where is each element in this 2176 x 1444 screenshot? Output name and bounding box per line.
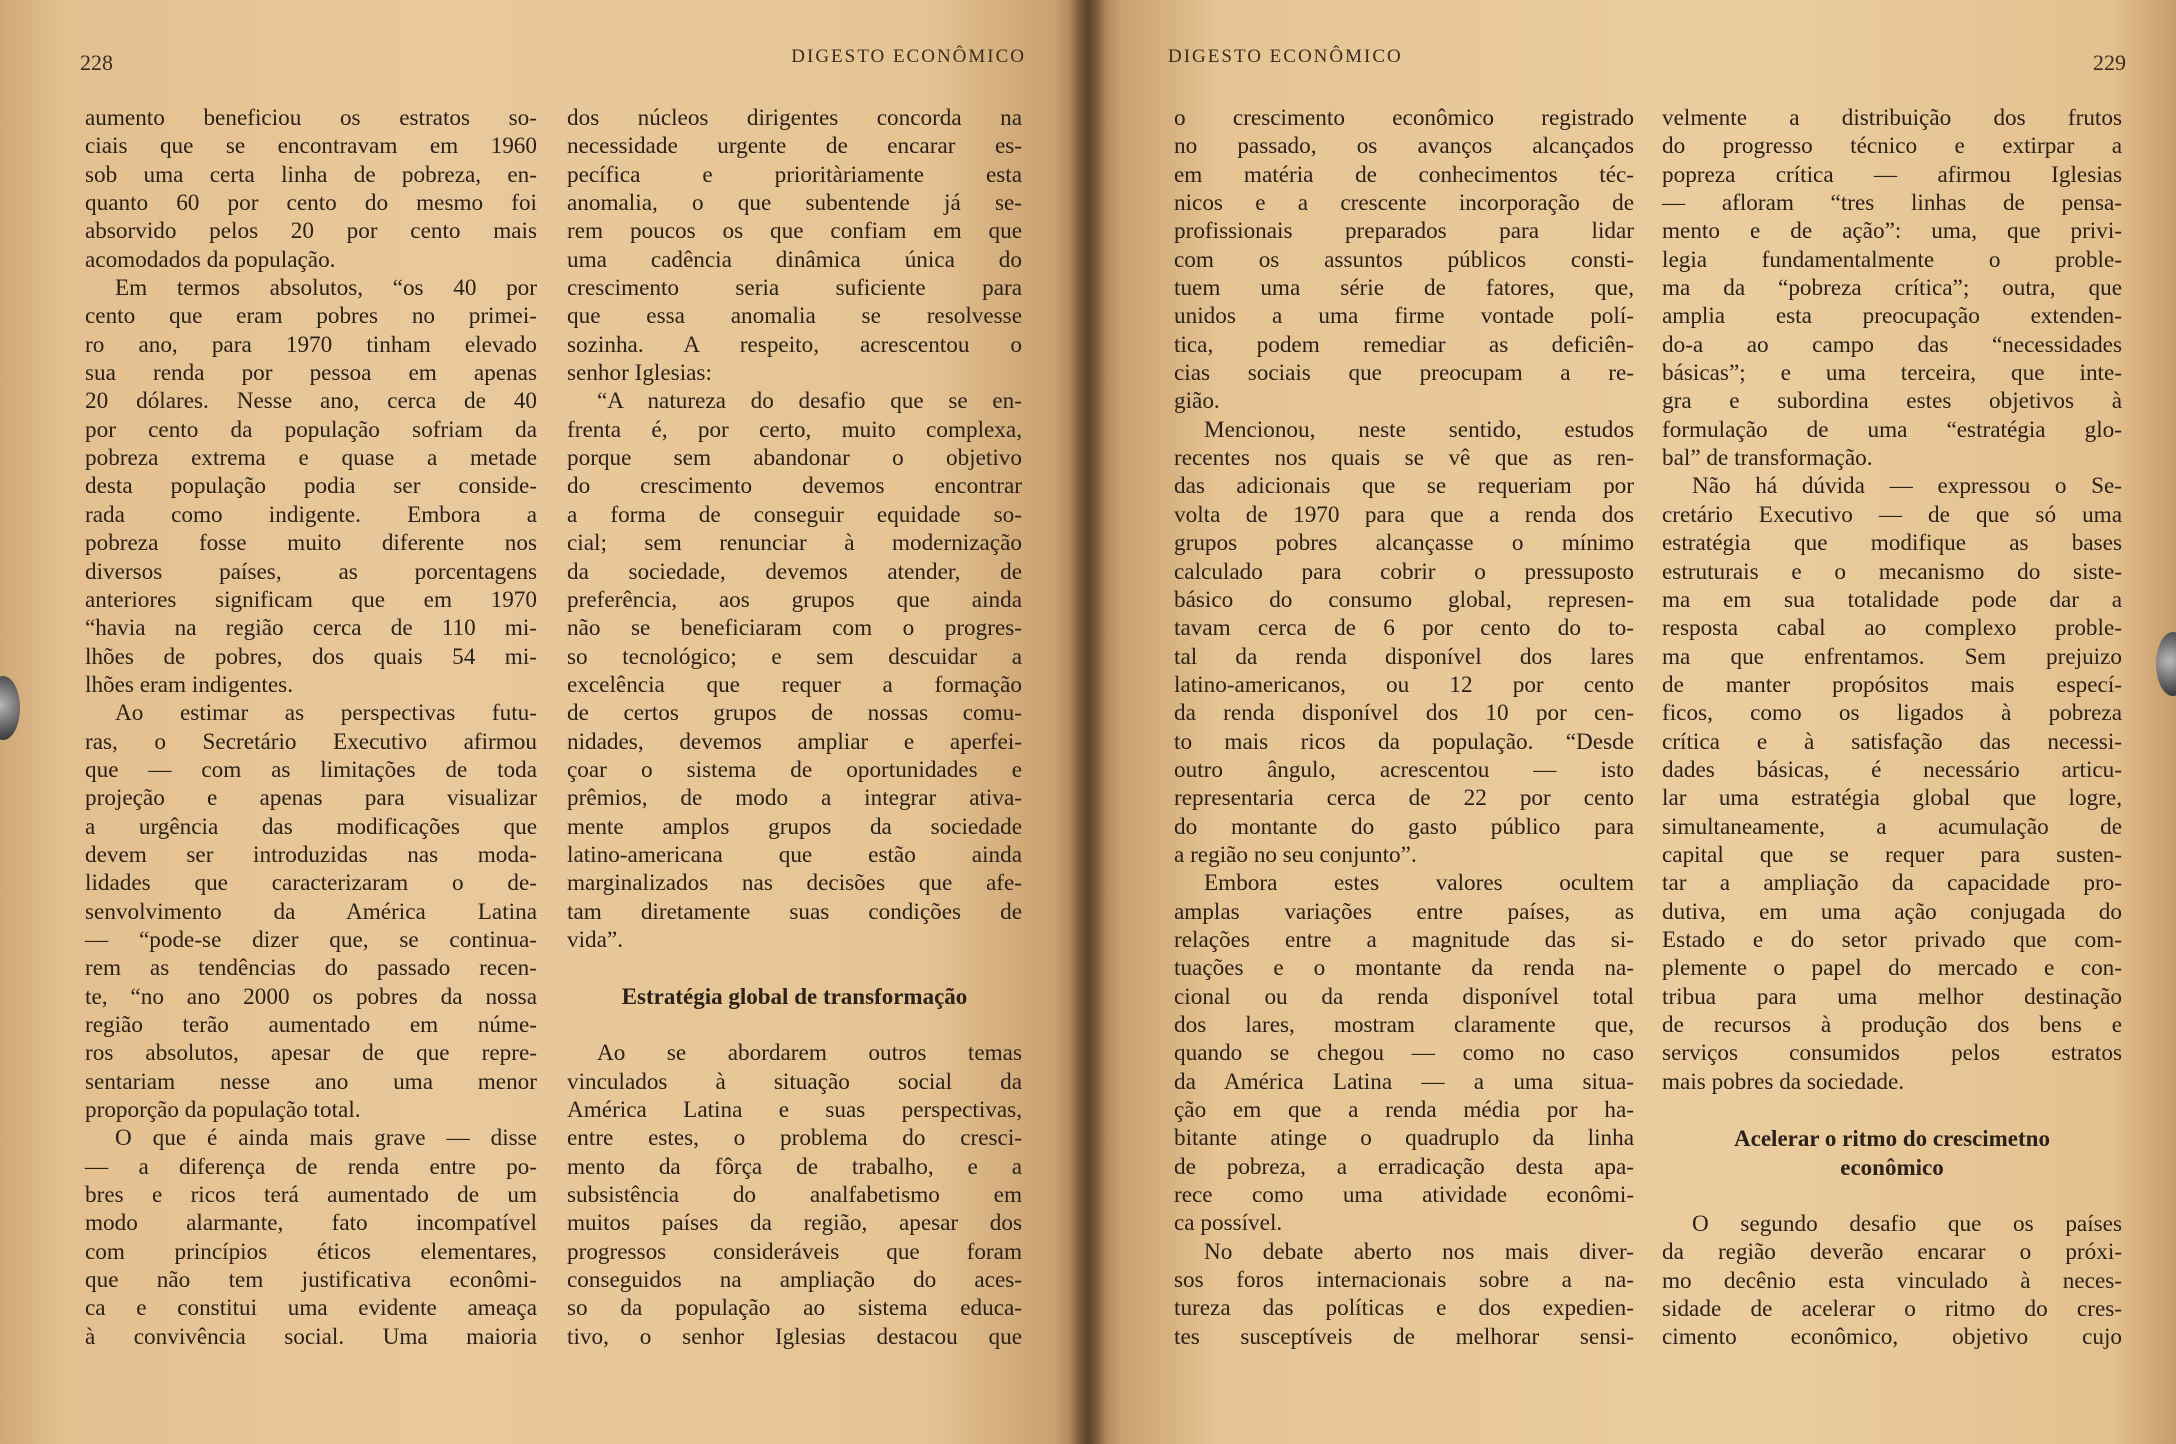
text-line: do montante do gasto público para [1174, 813, 1634, 840]
text-line: crescimento seria suficiente para [567, 275, 1022, 302]
text-line: conseguidos na ampliação do aces- [567, 1267, 1022, 1294]
text-line: prêmios, de modo a integrar ativa- [567, 785, 1022, 812]
text-line: rem poucos os que confiam em que [567, 218, 1022, 245]
text-line: legia fundamentalmente o proble- [1662, 246, 2122, 273]
text-line: mente amplos grupos da sociedade [567, 813, 1022, 840]
text-line: ca possível. [1174, 1210, 1283, 1237]
text-line: projeção e apenas para visualizar [85, 785, 537, 812]
text-line: resposta cabal ao complexo proble- [1662, 615, 2122, 642]
text-line: cretário Executivo — de que só uma [1662, 501, 2122, 528]
text-line: tica, podem remediar as deficiên- [1174, 331, 1634, 358]
text-line: cial; sem renunciar à modernização [567, 530, 1022, 557]
text-line: sentariam nesse ano uma menor [85, 1068, 537, 1095]
text-line: o crescimento econômico registrado [1174, 105, 1634, 131]
text-line: ciais que se encontravam em 1960 [85, 133, 537, 160]
text-line: — a diferença de renda entre po- [85, 1153, 537, 1180]
spacer [1662, 1096, 2122, 1124]
text-line: proporção da população total. [85, 1097, 361, 1124]
text-line: à convivência social. Uma maioria [85, 1323, 537, 1350]
section-heading: econômico [1840, 1155, 1944, 1181]
text-line: tes susceptíveis de melhorar sensi- [1174, 1323, 1634, 1350]
text-column [85, 104, 537, 1351]
text-line: formulação de uma “estratégia glo- [1662, 416, 2122, 443]
text-line: “A natureza do desafio que se en- [597, 388, 1022, 415]
text-line: tureza das políticas e dos expedien- [1174, 1295, 1634, 1322]
text-line: muitos países da região, apesar dos [567, 1210, 1022, 1237]
text-line: O que é ainda mais grave — disse [115, 1125, 537, 1152]
text-line: da renda disponível dos 10 por cen- [1174, 700, 1634, 727]
text-line: entre estes, o problema do cresci- [567, 1125, 1022, 1152]
text-line: cias sociais que preocupam a re- [1174, 360, 1634, 387]
text-line: gra e subordina estes objetivos à [1662, 388, 2122, 415]
text-line: estruturais e o mecanismo do siste- [1662, 558, 2122, 585]
text-line: mo decênio esta vinculado à neces- [1662, 1267, 2122, 1294]
text-line: absorvido pelos 20 por cento mais [85, 218, 537, 245]
text-line: “havia na região cerca de 110 mi- [85, 615, 537, 642]
text-column [1662, 104, 2122, 1352]
text-line: çoar o sistema de oportunidades e [567, 756, 1022, 783]
binding-hole [2156, 632, 2176, 696]
text-line: — “pode-se dizer que, se continua- [85, 926, 537, 953]
text-line: do progresso técnico e extirpar a [1662, 133, 2122, 160]
text-line: ca e constitui uma evidente ameaça [85, 1295, 537, 1322]
text-line: bitante atinge o quadruplo da linha [1174, 1125, 1634, 1152]
text-line: volta de 1970 para que a renda dos [1174, 501, 1634, 528]
text-line: com os assuntos públicos consti- [1174, 246, 1634, 273]
spacer [567, 1011, 1022, 1039]
text-line: to mais ricos da população. “Desde [1174, 728, 1634, 755]
right-page [1088, 0, 2176, 1444]
paragraph-block [1662, 1210, 2122, 1352]
text-line: subsistência do analfabetismo em [567, 1182, 1022, 1209]
text-line: ficos, como os ligados à pobreza [1662, 700, 2122, 727]
text-line: com princípios éticos elementares, [85, 1238, 537, 1265]
text-line: so tecnológico; e sem descuidar a [567, 643, 1022, 670]
text-line: sos foros internacionais sobre a na- [1174, 1267, 1634, 1294]
text-line: cento que eram pobres no primei- [85, 303, 537, 330]
text-line: desta população podia ser conside- [85, 473, 537, 500]
text-line: latino-americana que estão ainda [567, 841, 1022, 868]
text-line: rem as tendências do passado recen- [85, 955, 537, 982]
text-line: básico do consumo global, represen- [1174, 586, 1634, 613]
text-line: ma em sua totalidade pode dar a [1662, 586, 2122, 613]
text-line: sua renda por pessoa em apenas [85, 360, 537, 387]
page-number: 228 [80, 50, 113, 75]
text-line: simultaneamente, a acumulação de [1662, 813, 2122, 840]
text-line: nidades, devemos ampliar e aperfei- [567, 728, 1022, 755]
text-line: pobreza extrema e quase a metade [85, 445, 537, 472]
text-line: excelência que requer a formação [567, 671, 1022, 698]
text-line: te, “no ano 2000 os pobres da nossa [85, 983, 537, 1010]
text-line: vinculados à situação social da [567, 1068, 1022, 1095]
text-line: tal da renda disponível dos lares [1174, 643, 1634, 670]
text-line: sidade de acelerar o ritmo do cres- [1662, 1296, 2122, 1323]
text-line: pobreza fosse muito diferente nos [85, 530, 537, 557]
running-head: DIGESTO ECONÔMICO [791, 46, 1026, 67]
text-line: amplas variações entre países, as [1174, 898, 1634, 925]
text-line: O segundo desafio que os países [1692, 1211, 2122, 1238]
text-line: modo alarmante, fato incompatível [85, 1210, 537, 1237]
spacer [567, 954, 1022, 982]
text-line: da América Latina — a uma situa- [1174, 1068, 1634, 1095]
text-line: anomalia, o que subentende já se- [567, 190, 1022, 217]
text-line: outro ângulo, acrescentou — isto [1174, 756, 1634, 783]
text-line: popreza crítica — afirmou Iglesias [1662, 161, 2122, 188]
text-line: lhões de pobres, dos quais 54 mi- [85, 643, 537, 670]
text-line: ma da “pobreza crítica”; outra, que [1662, 275, 2122, 302]
text-line: dos lares, mostram claramente que, [1174, 1012, 1634, 1038]
text-line: tribua para uma melhor destinação [1662, 983, 2122, 1010]
text-line: do crescimento devemos encontrar [567, 473, 1022, 500]
text-line: do-a ao campo das “necessidades [1662, 331, 2122, 358]
text-line: senvolvimento da América Latina [85, 898, 537, 925]
text-line: sob uma certa linha de pobreza, en- [85, 161, 537, 188]
text-line: Mencionou, neste sentido, estudos [1204, 416, 1634, 443]
text-line: que — com as limitações de toda [85, 756, 537, 783]
text-line: necessidade urgente de encarar es- [567, 133, 1022, 160]
text-line: por cento da população sofriam da [85, 416, 537, 443]
text-line: mais pobres da sociedade. [1662, 1068, 1905, 1095]
text-line: de certos grupos de nossas comu- [567, 700, 1022, 727]
paragraph-block [567, 104, 1022, 954]
text-line: Ao se abordarem outros temas [597, 1040, 1022, 1067]
text-line: que não tem justificativa econômi- [85, 1267, 537, 1294]
spacer [1662, 1182, 2122, 1210]
text-line: de manter propósitos mais especí- [1662, 671, 2122, 698]
text-line: Ao estimar as perspectivas futu- [115, 700, 537, 727]
text-column [1174, 104, 1634, 1351]
text-line: de recursos à produção dos bens e [1662, 1012, 2122, 1038]
text-line: latino-americanos, ou 12 por cento [1174, 671, 1634, 698]
text-line: acomodados da população. [85, 246, 336, 273]
text-line: recentes nos quais se vê que as ren- [1174, 445, 1634, 472]
text-line: lhões eram indigentes. [85, 671, 293, 698]
text-line: básicas”; e uma terceira, que inte- [1662, 360, 2122, 387]
binding-hole [0, 676, 20, 740]
running-head: DIGESTO ECONÔMICO [1168, 46, 1403, 67]
text-line: cional ou da renda disponível total [1174, 983, 1634, 1010]
text-line: aumento beneficiou os estratos so- [85, 105, 537, 131]
text-line: mento da fôrça de trabalho, e a [567, 1153, 1022, 1180]
text-line: progressos consideráveis que foram [567, 1238, 1022, 1265]
text-line: grupos pobres alcançasse o mínimo [1174, 530, 1634, 557]
text-line: serviços consumidos pelos estratos [1662, 1040, 2122, 1067]
text-line: quando se chegou — como no caso [1174, 1040, 1634, 1067]
text-line: ção em que a renda média por ha- [1174, 1097, 1634, 1124]
text-line: unidos a uma firme vontade polí- [1174, 303, 1634, 330]
text-line: que essa anomalia se resolvesse [567, 303, 1022, 330]
text-line: ma que enfrentamos. Sem prejuizo [1662, 643, 2122, 670]
paragraph-block [1662, 104, 2122, 1096]
text-line: dos núcleos dirigentes concorda na [567, 105, 1022, 131]
text-line: relações entre a magnitude das si- [1174, 926, 1634, 953]
text-line: Em termos absolutos, “os 40 por [115, 275, 537, 302]
text-line: uma cadência dinâmica única do [567, 246, 1022, 273]
text-line: ras, o Secretário Executivo afirmou [85, 728, 537, 755]
text-line: devem ser introduzidas nas moda- [85, 841, 537, 868]
text-line: velmente a distribuição dos frutos [1662, 105, 2122, 131]
text-line: bal” de transformação. [1662, 445, 1873, 472]
text-line: rada como indigente. Embora a [85, 501, 537, 528]
text-line: lar uma estratégia global que logre, [1662, 785, 2122, 812]
text-line: ros absolutos, apesar de que repre- [85, 1040, 537, 1067]
text-column [567, 104, 1022, 1351]
text-line: sozinha. A respeito, acrescentou o [567, 331, 1022, 358]
text-line: lidades que caracterizaram o de- [85, 870, 537, 897]
text-line: a região no seu conjunto”. [1174, 841, 1417, 868]
text-line: tam diretamente suas condições de [567, 898, 1022, 925]
text-line: representaria cerca de 22 por cento [1174, 785, 1634, 812]
text-line: marginalizados nas decisões que afe- [567, 870, 1022, 897]
text-line: vida”. [567, 926, 624, 953]
text-line: das adicionais que se requeriam por [1174, 473, 1634, 500]
text-line: bres e ricos terá aumentado de um [85, 1182, 537, 1209]
section-heading: Estratégia global de transformação [621, 984, 968, 1010]
section-heading: Acelerar o ritmo do crescimetno [1734, 1126, 2050, 1152]
text-line: calculado para cobrir o pressuposto [1174, 558, 1634, 585]
text-line: rece como uma atividade econômi- [1174, 1182, 1634, 1209]
text-line: tavam cerca de 6 por cento do to- [1174, 615, 1634, 642]
text-line: dutiva, em uma ação conjugada do [1662, 898, 2122, 925]
text-line: anteriores significam que em 1970 [85, 586, 537, 613]
text-line: so da população ao sistema educa- [567, 1295, 1022, 1322]
text-line: Embora estes valores ocultem [1204, 870, 1634, 897]
text-line: tivo, o senhor Iglesias destacou que [567, 1323, 1022, 1350]
text-line: no passado, os avanços alcançados [1174, 133, 1634, 160]
text-line: — afloram “tres linhas de pensa- [1662, 190, 2122, 217]
text-line: amplia esta preocupação extenden- [1662, 303, 2122, 330]
text-line: Não há dúvida — expressou o Se- [1692, 473, 2122, 500]
text-line: da região deverão encarar o próxi- [1662, 1239, 2122, 1266]
text-line: 20 dólares. Nesse ano, cerca de 40 [85, 388, 537, 415]
text-line: Estado e do setor privado que com- [1662, 926, 2122, 953]
text-line: No debate aberto nos mais diver- [1204, 1238, 1634, 1265]
text-line: em matéria de conhecimentos téc- [1174, 161, 1634, 188]
text-line: tuem uma série de fatores, que, [1174, 275, 1634, 302]
text-line: da sociedade, devemos atender, de [567, 558, 1022, 585]
text-line: estratégia que modifique as bases [1662, 530, 2122, 557]
text-line: capital que se requer para susten- [1662, 841, 2122, 868]
text-line: preferência, aos grupos que ainda [567, 586, 1022, 613]
text-line: ro ano, para 1970 tinham elevado [85, 331, 537, 358]
text-line: tar a ampliação da capacidade pro- [1662, 870, 2122, 897]
text-line: plemente o papel do mercado e con- [1662, 955, 2122, 982]
text-line: senhor Iglesias: [567, 360, 712, 387]
paragraph-block [567, 1039, 1022, 1351]
text-line: região terão aumentado em núme- [85, 1012, 537, 1038]
text-line: porque sem abandonar o objetivo [567, 445, 1022, 472]
text-line: tuações e o montante da renda na- [1174, 955, 1634, 982]
text-line: cimento econômico, objetivo cujo [1662, 1324, 2122, 1351]
text-line: diversos países, as porcentagens [85, 558, 537, 585]
text-line: pecífica e prioritàriamente esta [567, 161, 1022, 188]
text-line: dades básicas, é necessário articu- [1662, 756, 2122, 783]
text-line: de pobreza, a erradicação desta apa- [1174, 1153, 1634, 1180]
text-line: a urgência das modificações que [85, 813, 537, 840]
text-line: crítica e à satisfação das necessi- [1662, 728, 2122, 755]
page-number: 229 [2093, 50, 2126, 75]
text-line: mento e de ação”: uma, que privi- [1662, 218, 2122, 245]
text-line: América Latina e suas perspectivas, [567, 1097, 1022, 1123]
text-line: profissionais preparados para lidar [1174, 218, 1634, 245]
text-line: frenta é, por certo, muito complexa, [567, 416, 1022, 443]
text-line: a forma de conseguir equidade so- [567, 501, 1022, 528]
text-line: quanto 60 por cento do mesmo foi [85, 190, 537, 217]
text-line: não se beneficiaram com o progres- [567, 615, 1022, 642]
text-line: gião. [1174, 388, 1220, 415]
text-line: nicos e a crescente incorporação de [1174, 190, 1634, 217]
